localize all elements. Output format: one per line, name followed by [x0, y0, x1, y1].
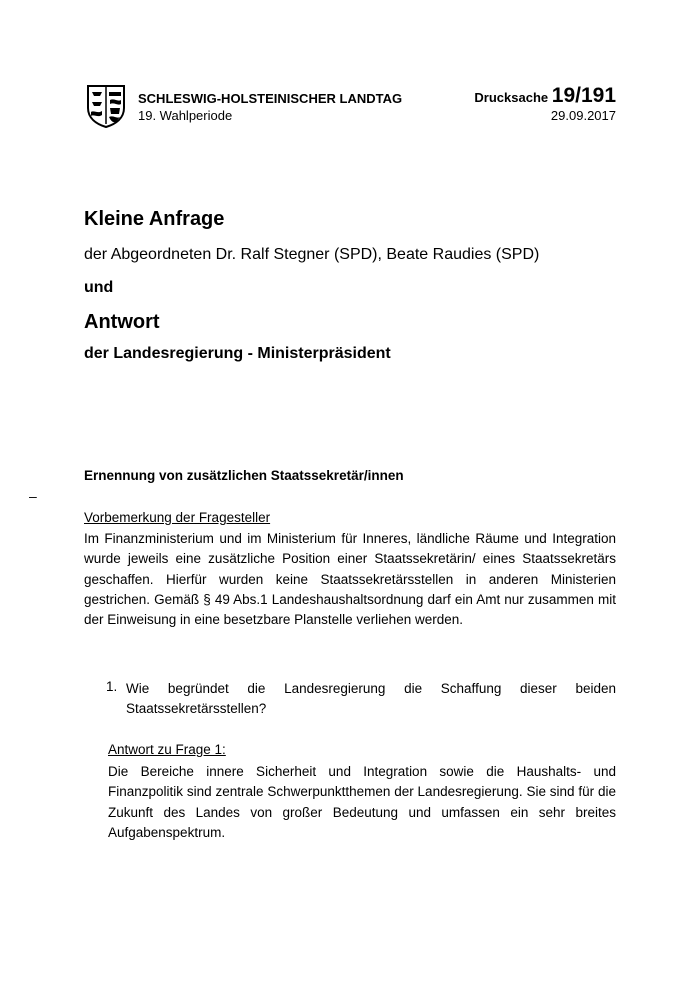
answer-1-heading: Antwort zu Frage 1: [108, 742, 226, 757]
question-1-number: 1. [106, 679, 118, 694]
drucksache [474, 84, 616, 108]
title-antwort: Antwort [84, 311, 160, 333]
title-abgeordnete: der Abgeordneten Dr. Ralf Stegner (SPD), Beate Raudies (SPD) [84, 246, 540, 263]
document-subject: Ernennung von zusätzlichen Staatssekretär/innen [84, 468, 404, 483]
margin-mark: – [29, 488, 37, 504]
answer-1-text: Die Bereiche innere Sicherheit und Integration sowie die Haushalts- und Finanzpolitik sind zentrale Schwerpunktthemen der Landesregierung. Sie sind für die Zukunft des Landes von großer Bedeutung und umfassen ein sehr breites Aufgabenspektrum. [108, 764, 616, 840]
vorbemerkung-heading: Vorbemerkung der Fragesteller [84, 510, 271, 525]
organization-name: SCHLESWIG-HOLSTEINISCHER LANDTAG [138, 91, 403, 106]
drucksache-label: Drucksache [474, 90, 549, 105]
question-1-text: Wie begründet die Landesregierung die Schaffung dieser beiden Staatssekretärsstellen? [126, 681, 616, 717]
vorbemerkung-text: Im Finanzministerium und im Ministerium für Inneres, ländliche Räume und Integration wurde jeweils eine zusätzliche Position einer Staatssekretärin/ eines Staatssekretärs geschaffen. Hierfür wurden keine Staatssekretärsstellen in anderen Ministerien gestrichen. Gemäß § 49 Abs.1 Landeshaushaltsordnung darf ein Amt nur zusammen mit der Einweisung in eine besetzbare Planstelle verliehen werden. [84, 531, 616, 628]
wahlperiode: 19. Wahlperiode [138, 108, 233, 123]
title-landesregierung: der Landesregierung - Ministerpräsident [84, 345, 391, 362]
coat-of-arms-icon [86, 84, 126, 128]
title-kleine-anfrage: Kleine Anfrage [84, 208, 225, 230]
document-date: 29.09.2017 [550, 108, 616, 123]
title-und: und [84, 279, 114, 296]
drucksache-number: 19/191 [551, 84, 616, 107]
